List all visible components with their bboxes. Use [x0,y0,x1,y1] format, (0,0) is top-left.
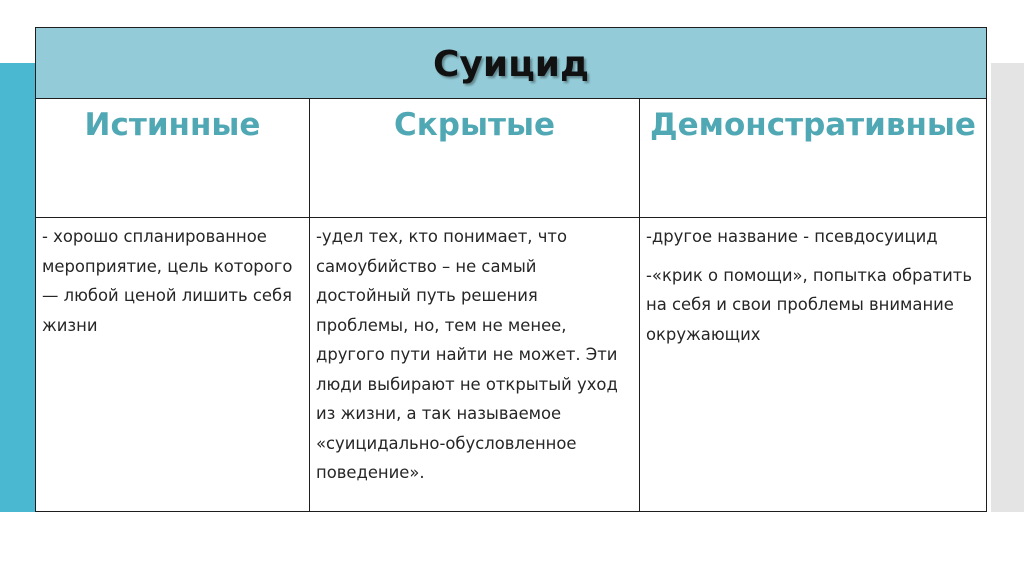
paragraph: - хорошо спланированное мероприятие, цель которого — любой ценой лишить себя жизни [42,227,293,335]
heading-demonstrative: Демонстративные [640,99,986,218]
title-row [36,28,986,99]
comparison-table [35,27,987,512]
description-hidden [310,218,639,488]
heading-hidden: Скрытые [310,99,639,218]
column-hidden [310,99,640,511]
column-demonstrative [640,99,986,511]
column-true [36,99,310,511]
heading-true: Истинные [36,99,309,218]
description-true [36,218,309,340]
description-demonstrative [640,218,986,349]
paragraph: -«крик о помощи», попытка обратить на себя и свои проблемы внимание окружающих [646,265,973,344]
slide-title: Суицид [432,43,590,85]
left-accent-bar [0,63,36,512]
right-accent-bar [991,63,1024,512]
paragraph: -другое название - псевдосуицид [646,227,938,246]
paragraph: -удел тех, кто понимает, что самоубийство – не самый достойный путь решения проблемы, но, тем не менее, другого пути найти не может. Эти люди выбирают не открытый уход из жизни, а так называемое «суицидально-обусловленное поведение». [316,227,618,482]
